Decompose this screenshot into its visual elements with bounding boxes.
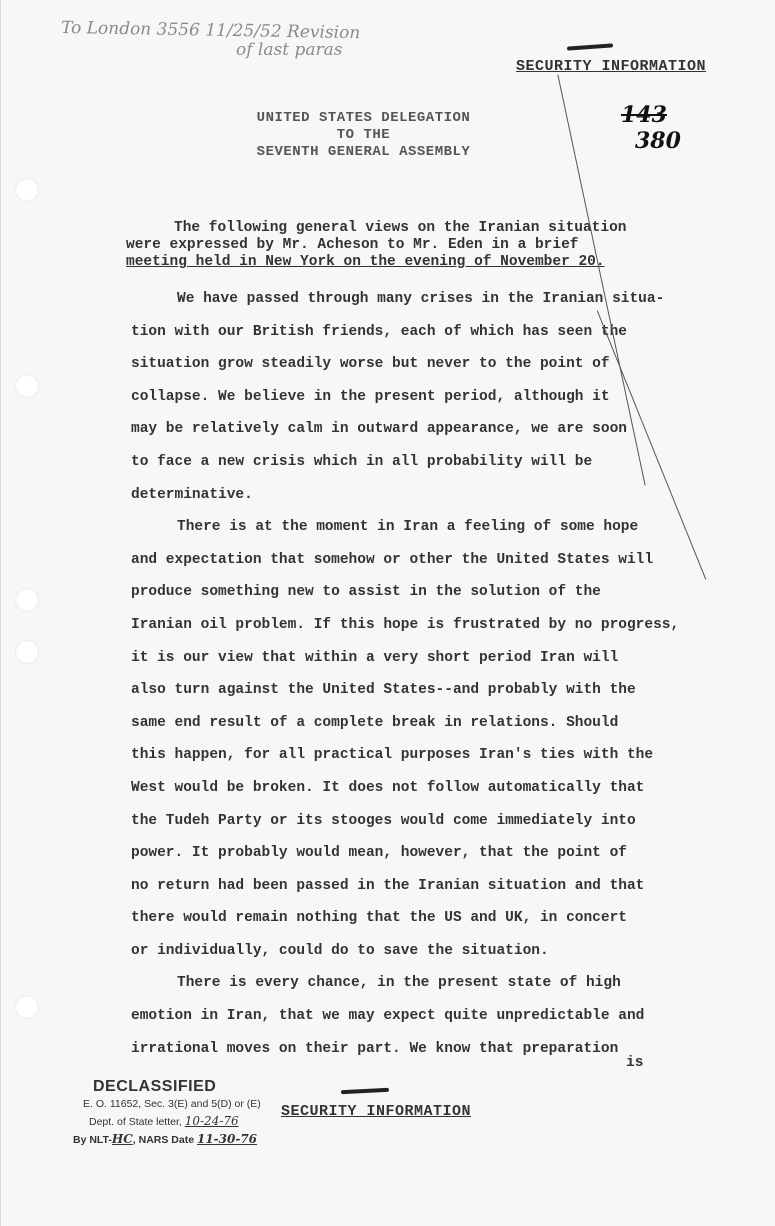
body-line: power. It probably would mean, however, that the point of (131, 845, 627, 862)
body-line: and expectation that somehow or other the United States will (131, 551, 654, 568)
punch-hole (15, 995, 39, 1019)
intro-underlined-text: in New York on the evening of November 20. (239, 254, 605, 270)
handwritten-routing-note-line2: of last paras (236, 40, 343, 60)
declassification-stamp (73, 1078, 273, 1149)
body-line: emotion in Iran, that we may expect quite unpredictable and (131, 1008, 645, 1025)
redaction-strike (341, 1088, 389, 1095)
body-line: We have passed through many crises in the Iranian situa- (177, 291, 665, 307)
intro-line (126, 254, 686, 271)
body-line: produce something new to assist in the solution of the (131, 584, 601, 601)
intro-line: were expressed by Mr. Acheson to Mr. Eden in a brief (126, 237, 579, 253)
stamp-by-label: By NLT- (73, 1134, 112, 1146)
body-line: West would be broken. It does not follow automatically that (131, 779, 645, 796)
body-line: this happen, for all practical purposes Iran's ties with the (131, 747, 654, 764)
intro-underlined-prefix: meeting held (126, 254, 240, 270)
body-line: determinative. (131, 486, 253, 503)
body-line: or individually, could do to save the situation. (131, 942, 549, 959)
page-number: 380 (635, 128, 681, 154)
body-line: tion with our British friends, each of which has seen the (131, 323, 627, 340)
stamp-title: DECLASSIFIED (93, 1078, 217, 1095)
body-line: Iranian oil problem. If this hope is frustrated by no progress, (131, 616, 680, 633)
page-heading (241, 110, 486, 161)
stamp-initials: HC (111, 1132, 133, 1146)
intro-line: The following general views on the Iranian situation (174, 220, 627, 236)
classification-bottom: SECURITY INFORMATION (281, 1103, 472, 1120)
classification-top: SECURITY INFORMATION (516, 58, 707, 75)
continuation-word: is (626, 1055, 644, 1071)
body-line: no return had been passed in the Iranian situation and that (131, 877, 645, 894)
body-line: There is every chance, in the present state of high (177, 975, 621, 992)
punch-hole (15, 640, 39, 664)
body-line: irrational moves on their part. We know that preparation (131, 1040, 619, 1057)
punch-hole (15, 374, 39, 398)
stamp-letter (73, 1113, 273, 1131)
punch-hole (15, 588, 39, 612)
body-line: there would remain nothing that the US and UK, in concert (131, 910, 627, 927)
struck-page-number: 143 (621, 102, 667, 128)
body-line: the Tudeh Party or its stooges would come immediately into (131, 812, 636, 829)
handwritten-routing-note: To London 3556 11/25/52 Revision (60, 17, 361, 44)
body-line: situation grow steadily worse but never to the point of (131, 356, 610, 373)
body-line: same end result of a complete break in relations. Should (131, 714, 619, 731)
body-line: it is our view that within a very short period Iran will (131, 649, 619, 666)
body-line: also turn against the United States--and probably with the (131, 682, 636, 699)
stamp-nars-date: 11-30-76 (196, 1132, 258, 1146)
body-line: may be relatively calm in outward appearance, we are soon (131, 421, 627, 438)
punch-hole (15, 178, 39, 202)
stamp-letter-date: 10-24-76 (184, 1114, 239, 1128)
body-line: collapse. We believe in the present period, although it (131, 388, 610, 405)
heading-line: TO THE (336, 127, 391, 143)
stamp-nars-label: , NARS Date (132, 1134, 197, 1146)
body-line: to face a new crisis which in all probability will be (131, 453, 593, 470)
stamp-authority: E. O. 11652, Sec. 3(E) and 5(D) or (E) (83, 1098, 261, 1110)
stamp-letter-label: Dept. of State letter, (89, 1116, 185, 1128)
heading-line: SEVENTH GENERAL ASSEMBLY (256, 144, 471, 160)
heading-line: UNITED STATES DELEGATION (256, 110, 471, 126)
redaction-strike (567, 43, 613, 50)
stamp-signoff (73, 1131, 273, 1149)
body-line: There is at the moment in Iran a feeling of some hope (177, 519, 639, 536)
intro-paragraph (126, 220, 686, 271)
